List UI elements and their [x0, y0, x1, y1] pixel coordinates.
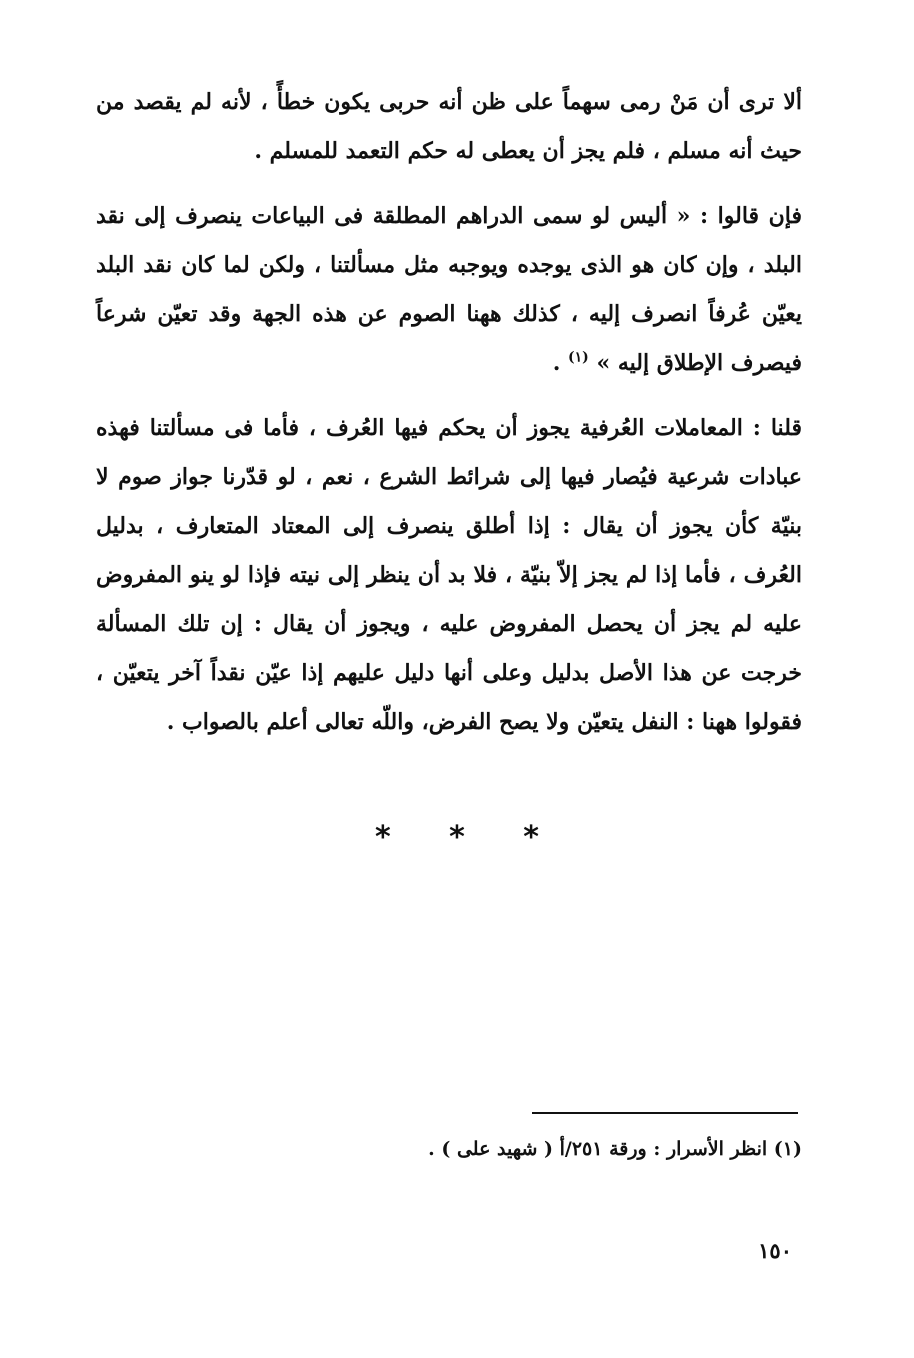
paragraph-2-text: فإن قالوا : « أليس لو سمى الدراهم المطلقة فى البياعات ينصرف إلى نقد البلد ، وإن كان هو الذى يوجده ويوجبه مثل مسألتنا ، ولكن لما كان نقد البلد يعيّن عُرفاً انصرف إليه ، كذلك ههنا الصوم عن هذه الجهة وقد تعيّن شرعاً فيصرف الإطلاق إليه » — [96, 203, 802, 376]
footnote-rule — [532, 1112, 798, 1114]
footnote-reference: (١) — [568, 349, 589, 366]
paragraph-3-text: قلنا : المعاملات العُرفية يجوز أن يحكم فيها العُرف ، فأما فى مسألتنا فهذه عبادات شرعية فيُصار فيها إلى شرائط الشرع ، نعم ، لو قدّرنا جواز صوم لا بنيّة كأن يجوز أن يقال : إذا أطلق ينصرف إلى المعتاد المتعارف ، بدليل العُرف ، فأما إذا لم يجز إلاّ بنيّة ، فلا بد أن ينظر إلى نيته فإذا لو ينو المفروض عليه لم يجز أن يحصل المفروض عليه ، ويجوز أن يقال : إن تلك المسألة خرجت عن هذا الأصل بدليل وعلى أنها دليل عليهم إذا عيّن نقداً آخر يتعيّن ، فقولوا ههنا : النفل يتعيّن ولا يصح الفرض، واللّه تعالى أعلم بالصواب . — [96, 415, 802, 735]
footnote: (١) انظر الأسرار : ورقة ٢٥١/أ ( شهيد على ) . — [428, 1138, 802, 1160]
divider-asterisk: * — [449, 820, 465, 855]
paragraph-2 — [96, 192, 802, 388]
page-number: ١٥٠ — [758, 1238, 792, 1263]
main-text — [96, 78, 802, 763]
section-divider — [0, 820, 914, 855]
paragraph-2-tail: . — [552, 350, 569, 376]
divider-asterisk: * — [374, 820, 391, 855]
divider-asterisk: * — [523, 820, 539, 855]
paragraph-1-text: ألا ترى أن مَنْ رمى سهماً على ظن أنه حربى يكون خطأً ، لأنه لم يقصد من حيث أنه مسلم ، فلم يجز أن يعطى له حكم التعمد للمسلم . — [96, 89, 802, 164]
paragraph-3 — [96, 404, 802, 747]
paragraph-1 — [96, 78, 802, 176]
